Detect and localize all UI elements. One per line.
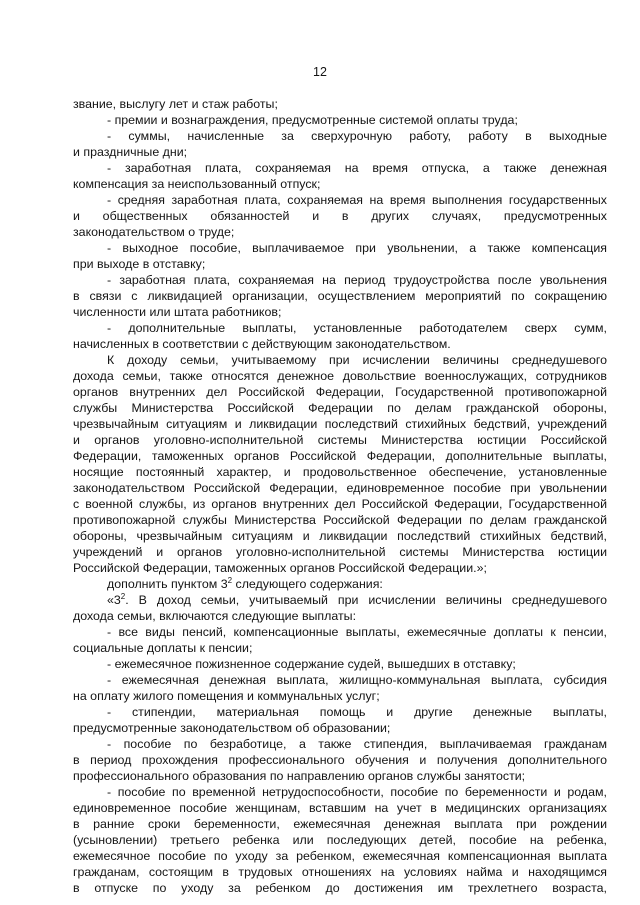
text-line: дохода семьи, включаются следующие выплаты: [73,609,357,623]
text-line: Федерации, таможенных органов Российской Федерации, дополнительные выплаты, [73,449,607,463]
text-line: Российской Федерации, таможенных органов Российской Федерации.»; [73,561,487,575]
text-line: - заработная плата, сохраняемая на период трудоустройства после увольнения [107,273,607,287]
text-line: К доходу семьи, учитываемому при исчислении величины среднедушевого [107,353,607,367]
text-line: - ежемесячная денежная выплата, жилищно-коммунальная выплата, субсидия [107,673,607,687]
text-line: в период прохождения профессионального обучения и получения дополнительного [73,753,607,767]
document-body [73,96,607,896]
text-line: противопожарной службы Министерства Российской Федерации по делам гражданской [73,513,607,527]
text-line: в отпуске по уходу за ребенком до достижения им трехлетнего возраста, [73,881,607,895]
text-line: - премии и вознаграждения, предусмотренные системой оплаты труда; [107,113,518,127]
text-line: носящие постоянный характер, и продовольственное обеспечение, установленные [73,465,607,479]
superscript: 2 [120,592,126,601]
superscript: 2 [227,576,233,585]
text-line: службы Министерства Российской Федерации по делам гражданской обороны, [73,401,607,415]
text-line: законодательством о труде; [73,225,235,239]
page-number: 12 [313,65,327,79]
text-line: - дополнительные выплаты, установленные работодателем сверх сумм, [107,321,607,335]
text-line: - средняя заработная плата, сохраняемая на время выполнения государственных [107,193,607,207]
text-line: - пособие по временной нетрудоспособности, пособие по беременности и родам, [107,785,607,799]
text-line: гражданам, состоящим в трудовых отношениях на условиях найма и находящимся [73,865,607,879]
text-line: в связи с ликвидацией организации, осуществлением мероприятий по сокращению [73,289,607,303]
text-line: - пособие по безработице, а также стипендия, выплачиваемая гражданам [107,737,607,751]
text-line: единовременное пособие женщинам, вставшим на учет в медицинских организациях [73,801,607,815]
text-line: учреждений и органов уголовно-исполнительной системы Министерства юстиции [73,545,607,559]
text-line: - стипендии, материальная помощь и другие денежные выплаты, [107,705,607,719]
text-line: (усыновлении) третьего ребенка или последующих детей, пособие на ребенка, [73,833,607,847]
text-line: в ранние сроки беременности, ежемесячная денежная выплата при рождении [73,817,607,831]
text-line: с военной службы, из органов внутренних дел Российской Федерации, Государственной [73,497,607,511]
text-line: чрезвычайным ситуациям и ликвидации последствий стихийных бедствий, учреждений [73,417,607,431]
text-line: - заработная плата, сохраняемая на время отпуска, а также денежная [107,161,607,175]
text-line: ежемесячное пособие по уходу за ребенком, ежемесячная компенсационная выплата [73,849,607,863]
text-line: дополнить пунктом $3^2$ следующего содержания: [107,576,383,591]
text-line: и органов уголовно-исполнительной системы Министерства юстиции Российской [73,433,607,447]
text-line: органов внутренних дел Российской Федерации, Государственной противопожарной [73,385,607,399]
text-line: - ежемесячное пожизненное содержание судей, вышедших в отставку; [107,657,516,671]
text-line: при выходе в отставку; [73,257,206,271]
text-line: - выходное пособие, выплачиваемое при увольнении, а также компенсация [107,241,607,255]
text-line: - все виды пенсий, компенсационные выплаты, ежемесячные доплаты к пенсии, [107,625,607,639]
text-line: обороны, чрезвычайным ситуациям и ликвидации последствий стихийных бедствий, [73,529,607,543]
text-line: предусмотренные законодательством об образовании; [73,721,391,735]
text-line: на оплату жилого помещения и коммунальных услуг; [73,689,380,703]
text-line: и общественных обязанностей и в других случаях, предусмотренных [73,209,607,223]
text-line: компенсация за неиспользованный отпуск; [73,177,321,191]
text-line: профессионального образования по направлению органов службы занятости; [73,769,526,783]
text-line: и праздничные дни; [73,145,188,159]
text-line: звание, выслугу лет и стаж работы; [73,97,278,111]
text-line: дохода семьи, также относятся денежное довольствие военнослужащих, сотрудников [73,369,607,383]
text-line: - суммы, начисленные за сверхурочную работу, работу в выходные [107,129,607,143]
text-line: социальные доплаты к пенсии; [73,641,253,655]
text-line: начисленных в соответствии с действующим законодательством. [73,337,451,351]
text-line: «$3^2$. В доход семьи, учитываемый при исчислении величины среднедушевого [107,592,607,607]
text-line: численности или штата работников; [73,305,282,319]
text-line: законодательством Российской Федерации, единовременное пособие при увольнении [73,481,607,495]
